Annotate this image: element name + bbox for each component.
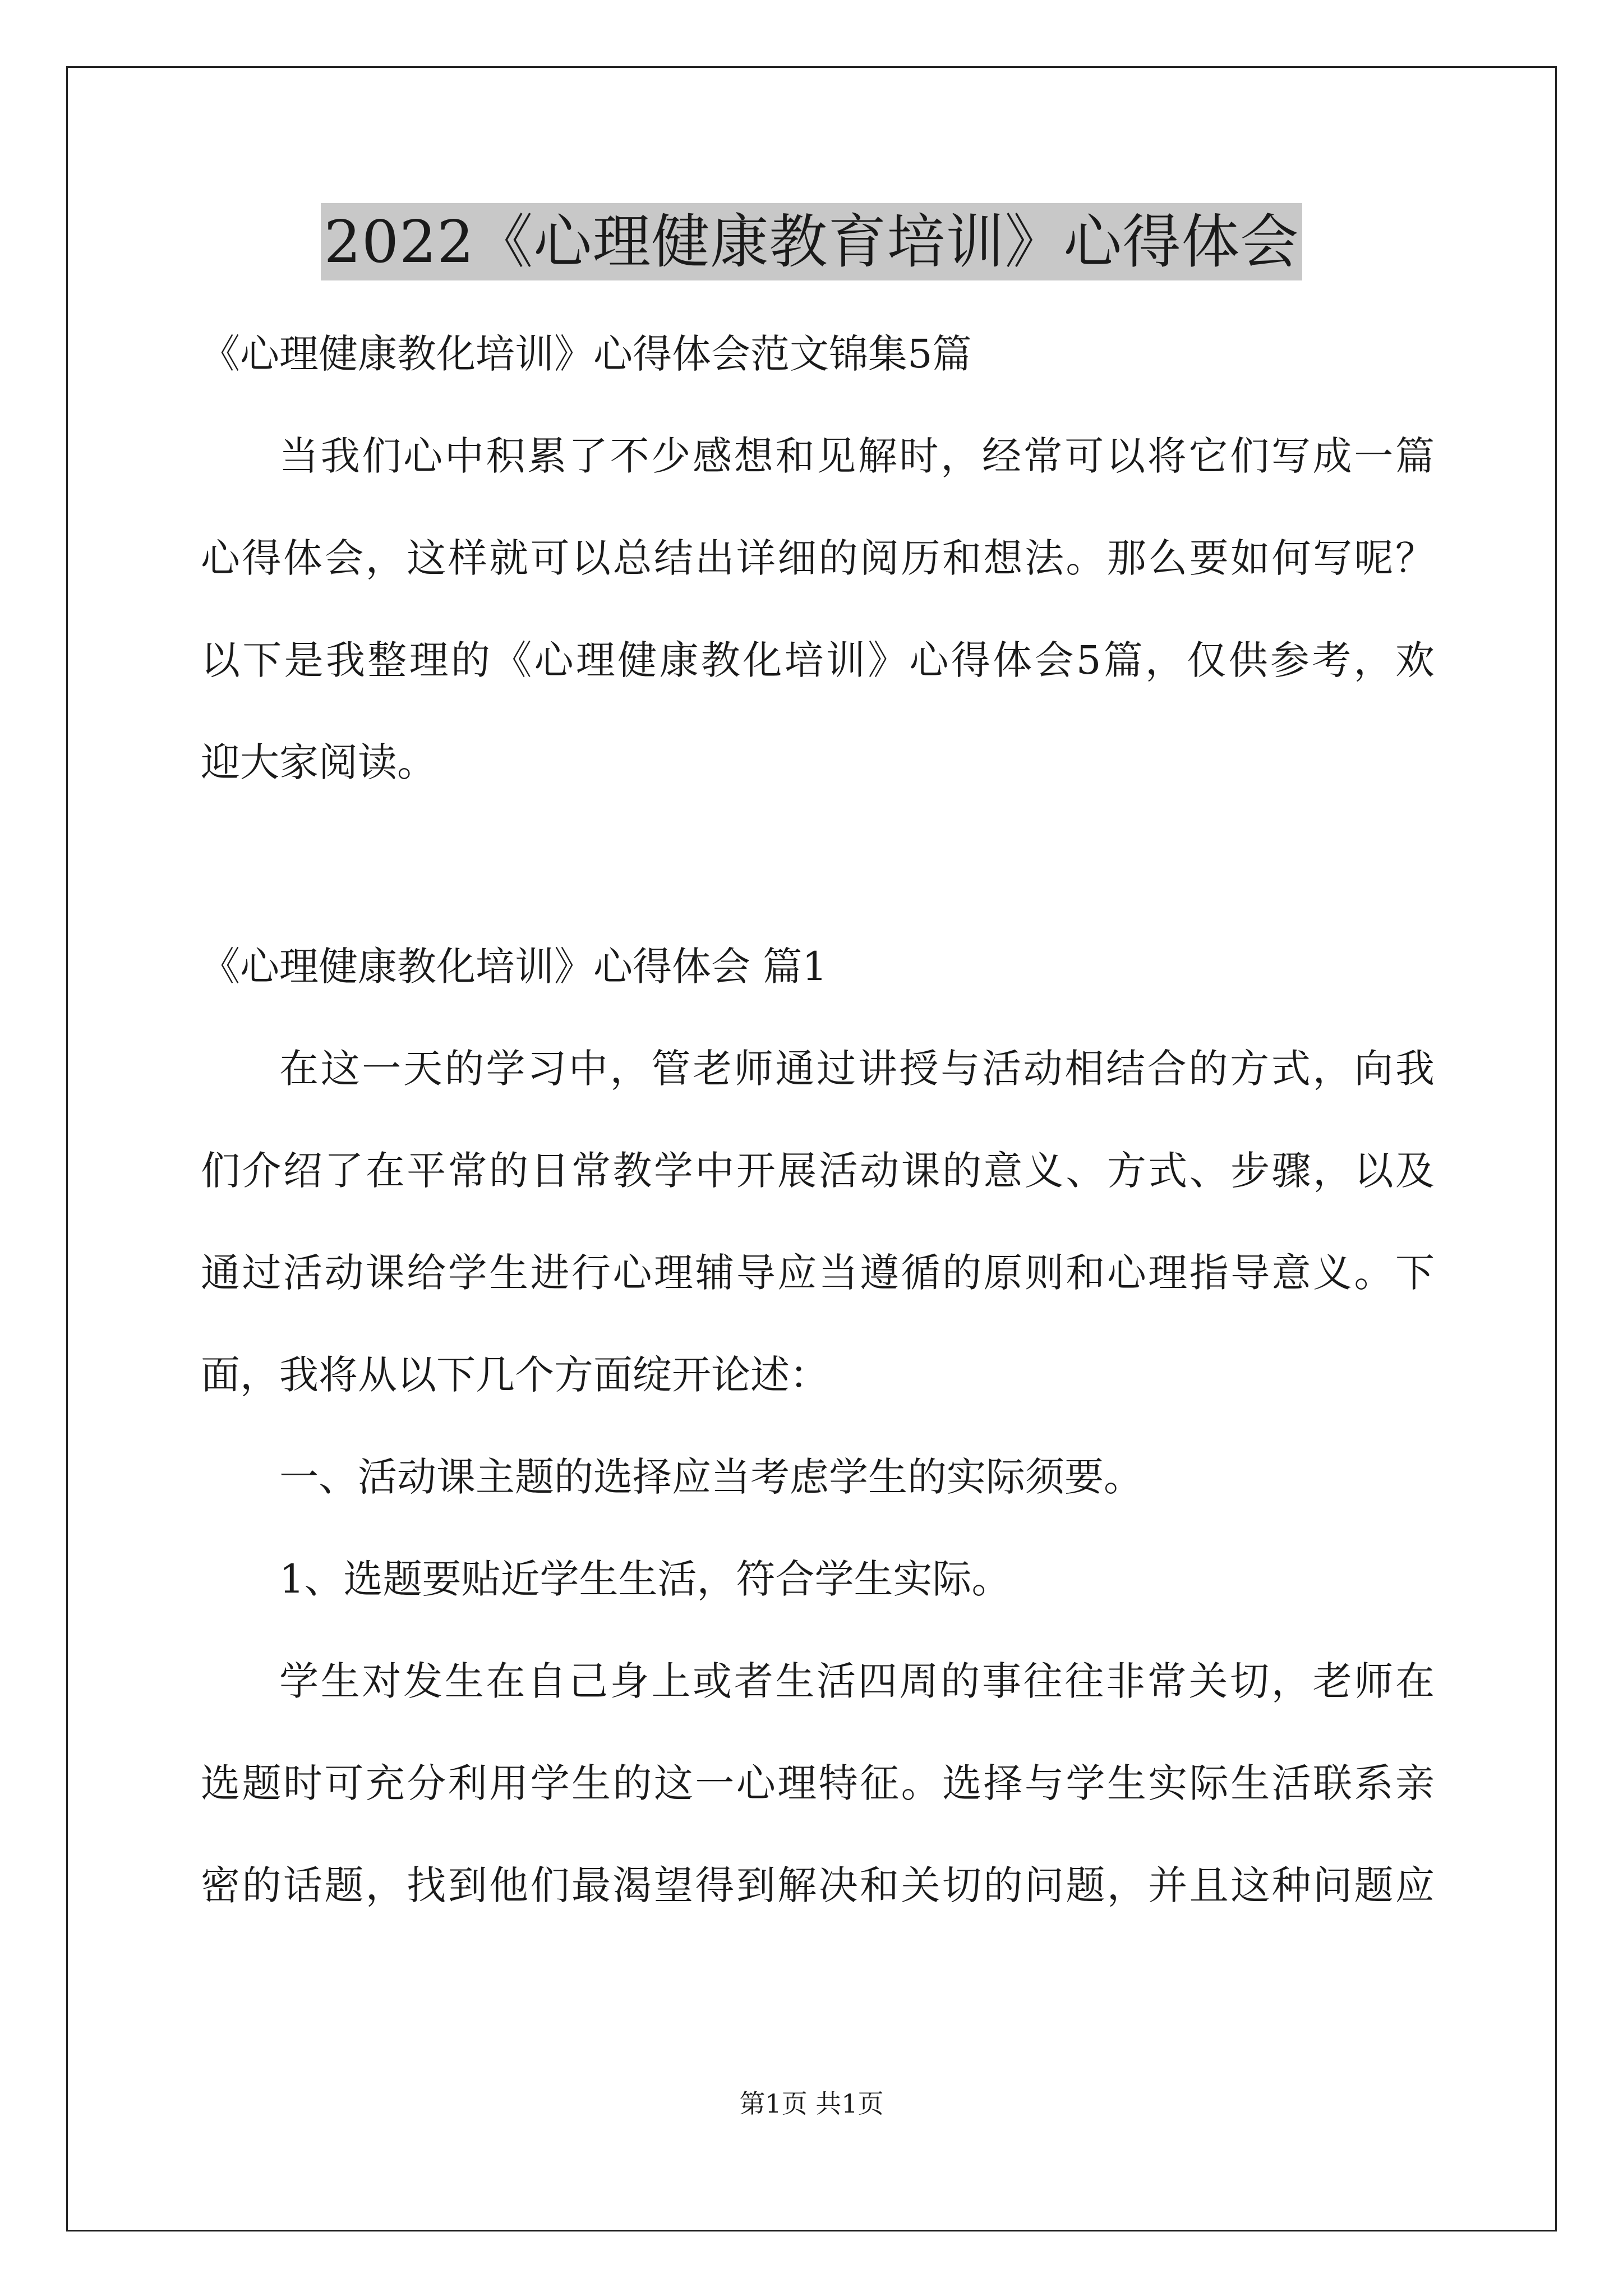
subtitle: 《心理健康教化培训》心得体会范文锦集5篇 — [201, 331, 972, 377]
paragraph-line: 在这一天的学习中，管老师通过讲授与活动相结合的方式，向我 — [279, 1046, 1435, 1092]
intro-line: 迎大家阅读。 — [201, 739, 436, 785]
sub-point-heading: 1、选题要贴近学生生活，符合学生实际。 — [279, 1556, 1011, 1602]
intro-line: 以下是我整理的《心理健康教化培训》心得体会5篇，仅供参考，欢 — [201, 637, 1435, 683]
paragraph-line: 面，我将从以下几个方面绽开论述： — [201, 1352, 829, 1398]
paragraph-line: 密的话题，找到他们最渴望得到解决和关切的问题，并且这种问题应 — [201, 1862, 1435, 1908]
document-title: 2022《心理健康教育培训》心得体会 — [321, 203, 1303, 280]
document-body — [201, 303, 1435, 1936]
blank-line — [201, 813, 1435, 915]
paragraph-line: 选题时可充分利用学生的这一心理特征。选择与学生实际生活联系亲 — [201, 1760, 1435, 1806]
title-wrap — [0, 203, 1623, 280]
point-heading: 一、活动课主题的选择应当考虑学生的实际须要。 — [279, 1454, 1143, 1500]
paragraph-line: 们介绍了在平常的日常教学中开展活动课的意义、方式、步骤，以及 — [201, 1148, 1435, 1194]
intro-line: 心得体会，这样就可以总结出详细的阅历和想法。那么要如何写呢？ — [201, 535, 1435, 581]
paragraph-line: 通过活动课给学生进行心理辅导应当遵循的原则和心理指导意义。下 — [201, 1250, 1435, 1296]
paragraph-line: 学生对发生在自己身上或者生活四周的事往往非常关切，老师在 — [279, 1658, 1435, 1704]
section-heading: 《心理健康教化培训》心得体会 篇1 — [201, 944, 827, 990]
page-footer: 第1页 共1页 — [739, 2088, 884, 2119]
intro-line: 当我们心中积累了不少感想和见解时，经常可以将它们写成一篇 — [279, 433, 1435, 479]
